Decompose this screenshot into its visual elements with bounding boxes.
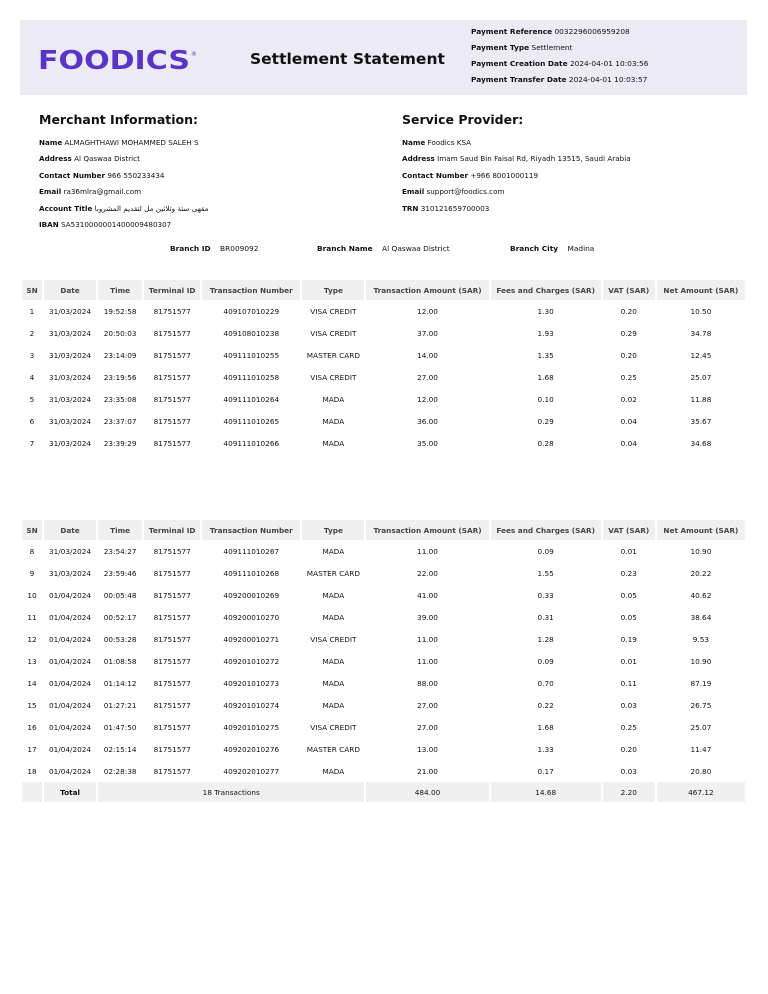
table-row [22, 344, 745, 366]
column-header-transaction-number: Transaction Number [202, 520, 300, 540]
transactions-table-2 [20, 520, 747, 802]
cell-terminal-id: 81751577 [153, 568, 191, 578]
merchant-email-row [39, 187, 209, 203]
cell-transaction-amount-sar: 39.00 [417, 612, 438, 622]
cell-time: 23:59:46 [103, 568, 137, 578]
cell-vat-sar: 0.11 [620, 678, 637, 688]
cell-date: 31/03/2024 [49, 328, 92, 338]
cell-date: 31/03/2024 [49, 546, 92, 556]
cell-sn: 6 [29, 416, 35, 426]
cell-date: 01/04/2024 [49, 634, 92, 644]
column-header-fees-and-charges-sar: Fees and Charges (SAR) [491, 280, 601, 300]
cell-transaction-amount-sar: 36.00 [417, 416, 438, 426]
cell-fees-and-charges-sar: 0.10 [537, 394, 554, 404]
cell-date: 01/04/2024 [49, 678, 92, 688]
cell-transaction-number: 409108010238 [223, 328, 280, 338]
foodics-logo [38, 47, 198, 77]
branch-city-label: Branch City [510, 244, 559, 253]
provider-address-value: Imam Saud Bin Faisal Rd, Riyadh 13515, Saudi Arabia [437, 154, 631, 164]
cell-transaction-number: 409201010272 [223, 656, 280, 666]
provider-address-label: Address [402, 154, 435, 164]
column-header-transaction-amount-sar: Transaction Amount (SAR) [366, 280, 488, 300]
cell-vat-sar: 0.01 [620, 546, 637, 556]
cell-net-amount-sar: 10.50 [690, 306, 712, 316]
cell-transaction-number: 409201010275 [223, 722, 280, 732]
cell-sn: 18 [27, 766, 37, 776]
cell-date: 31/03/2024 [49, 438, 92, 448]
cell-time: 02:28:38 [103, 766, 137, 776]
cell-transaction-number: 409111010268 [223, 568, 280, 578]
cell-sn: 15 [27, 700, 37, 710]
column-header-terminal-id: Terminal ID [144, 520, 200, 540]
cell-time: 23:54:27 [103, 546, 137, 556]
cell-terminal-id: 81751577 [153, 612, 191, 622]
cell-sn: 13 [27, 656, 37, 666]
branch-city-value: Madina [567, 244, 595, 253]
cell-date: 31/03/2024 [49, 306, 92, 316]
statement-title: Settlement Statement [250, 50, 445, 68]
cell-transaction-number: 409201010273 [223, 678, 280, 688]
cell-type: MADA [322, 546, 345, 556]
header-row [22, 280, 745, 300]
payment-payment-transfer-date-label: Payment Transfer Date [471, 75, 567, 84]
column-header-net-amount-sar: Net Amount (SAR) [657, 280, 745, 300]
merchant-name-row [39, 138, 209, 154]
cell-time: 23:19:56 [103, 372, 137, 382]
cell-type: MADA [322, 766, 345, 776]
cell-fees-and-charges-sar: 0.09 [537, 656, 554, 666]
cell-date: 31/03/2024 [49, 350, 92, 360]
cell-sn: 2 [29, 328, 35, 338]
cell-type: VISA CREDIT [310, 372, 357, 382]
cell-transaction-amount-sar: 12.00 [417, 306, 438, 316]
payment-payment-reference-row [471, 27, 648, 43]
table-header [22, 520, 745, 540]
cell-vat-sar: 0.25 [620, 372, 637, 382]
table-row [22, 410, 745, 432]
cell-sn: 4 [29, 372, 35, 382]
svg-text:FOODICS: FOODICS [38, 47, 190, 73]
cell-terminal-id: 81751577 [153, 590, 191, 600]
merchant-account-title-label: Account Title [39, 203, 93, 213]
cell-time: 23:35:08 [103, 394, 137, 404]
cell-net-amount-sar: 40.62 [690, 590, 712, 600]
cell-transaction-number: 409201010274 [223, 700, 280, 710]
payment-payment-reference-value: 0032296006959208 [554, 27, 630, 36]
merchant-name-label: Name [39, 138, 63, 147]
cell-transaction-number: 409111010265 [223, 416, 280, 426]
table-row [22, 738, 745, 760]
merchant-account-title-value: مقهى ستة وثلاثين مل لتقديم المشروبا [94, 203, 209, 213]
total-label: Total [44, 782, 96, 802]
total-vat: 2.20 [603, 782, 655, 802]
cell-net-amount-sar: 11.88 [690, 394, 712, 404]
cell-type: MADA [322, 700, 345, 710]
cell-sn: 1 [29, 306, 35, 316]
cell-transaction-number: 409111010267 [223, 546, 280, 556]
merchant-email-label: Email [39, 187, 62, 197]
branch-id-label: Branch ID [170, 244, 211, 253]
cell-sn: 11 [27, 612, 37, 622]
total-count: 18 Transactions [98, 782, 364, 802]
merchant-email-value: ra36mlra@gmail.com [63, 187, 142, 197]
cell-net-amount-sar: 26.75 [690, 700, 712, 710]
cell-time: 02:15:14 [103, 744, 137, 754]
cell-date: 31/03/2024 [49, 372, 92, 382]
table-row [22, 388, 745, 410]
merchant-name-value: ALMAGHTHAWI MOHAMMED SALEH S [64, 138, 199, 147]
cell-fees-and-charges-sar: 1.68 [537, 722, 554, 732]
provider-name-label: Name [402, 138, 426, 147]
cell-type: MADA [322, 416, 345, 426]
column-header-vat-sar: VAT (SAR) [603, 520, 655, 540]
provider-heading: Service Provider: [402, 112, 524, 127]
cell-type: MADA [322, 656, 345, 666]
cell-transaction-amount-sar: 11.00 [417, 546, 438, 556]
foodics-logo-mark [38, 47, 198, 73]
cell-type: VISA CREDIT [310, 634, 357, 644]
provider-trn-value: 310121659700003 [420, 203, 490, 213]
cell-terminal-id: 81751577 [153, 416, 191, 426]
table-row [22, 540, 745, 562]
cell-type: MASTER CARD [306, 350, 360, 360]
cell-transaction-number: 409107010229 [223, 306, 280, 316]
cell-vat-sar: 0.04 [620, 438, 637, 448]
cell-type: MADA [322, 590, 345, 600]
cell-fees-and-charges-sar: 0.29 [537, 416, 554, 426]
cell-transaction-amount-sar: 27.00 [417, 722, 438, 732]
cell-terminal-id: 81751577 [153, 766, 191, 776]
merchant-contact-number-label: Contact Number [39, 170, 106, 180]
table-row [22, 628, 745, 650]
merchant-contact-number-value: 966 550233434 [107, 170, 165, 180]
cell-time: 19:52:58 [103, 306, 137, 316]
table-row [22, 584, 745, 606]
cell-date: 01/04/2024 [49, 700, 92, 710]
cell-fees-and-charges-sar: 0.09 [537, 546, 554, 556]
cell-transaction-number: 409200010271 [223, 634, 280, 644]
column-header-sn: SN [22, 280, 42, 300]
cell-type: MADA [322, 394, 345, 404]
cell-terminal-id: 81751577 [153, 328, 191, 338]
cell-date: 01/04/2024 [49, 722, 92, 732]
branch-name-value: Al Qaswaa District [382, 244, 450, 253]
cell-transaction-amount-sar: 11.00 [417, 634, 438, 644]
cell-type: MASTER CARD [306, 744, 360, 754]
table-row [22, 650, 745, 672]
cell-fees-and-charges-sar: 1.30 [537, 306, 554, 316]
cell-time: 23:14:09 [103, 350, 137, 360]
merchant-info [39, 138, 209, 236]
column-header-fees-and-charges-sar: Fees and Charges (SAR) [491, 520, 601, 540]
column-header-time: Time [98, 520, 142, 540]
cell-transaction-amount-sar: 27.00 [417, 372, 438, 382]
provider-contact-number-label: Contact Number [402, 170, 469, 180]
cell-vat-sar: 0.20 [620, 744, 637, 754]
cell-sn: 8 [29, 546, 35, 556]
cell-time: 00:05:48 [103, 590, 137, 600]
cell-transaction-amount-sar: 11.00 [417, 656, 438, 666]
column-header-time: Time [98, 280, 142, 300]
transactions-table-1 [20, 280, 747, 454]
cell-vat-sar: 0.03 [620, 700, 637, 710]
provider-email-label: Email [402, 187, 425, 197]
cell-terminal-id: 81751577 [153, 700, 191, 710]
total-amount: 484.00 [366, 782, 488, 802]
cell-net-amount-sar: 25.07 [690, 722, 712, 732]
svg-text:®: ® [191, 51, 197, 58]
payment-payment-creation-date-label: Payment Creation Date [471, 59, 568, 68]
column-header-net-amount-sar: Net Amount (SAR) [657, 520, 745, 540]
table-row [22, 366, 745, 388]
table-body [22, 540, 745, 802]
cell-vat-sar: 0.01 [620, 656, 637, 666]
cell-vat-sar: 0.25 [620, 722, 637, 732]
merchant-contact-number-row [39, 171, 209, 187]
cell-transaction-amount-sar: 41.00 [417, 590, 438, 600]
cell-time: 01:08:58 [103, 656, 137, 666]
table-row [22, 606, 745, 628]
cell-sn: 3 [29, 350, 35, 360]
cell-fees-and-charges-sar: 0.33 [537, 590, 554, 600]
cell-date: 01/04/2024 [49, 656, 92, 666]
cell-transaction-number: 409111010258 [223, 372, 280, 382]
provider-name-value: Foodics KSA [427, 138, 472, 147]
provider-info [402, 138, 631, 220]
cell-type: MASTER CARD [306, 568, 360, 578]
merchant-address-row [39, 154, 209, 170]
cell-vat-sar: 0.19 [620, 634, 637, 644]
cell-net-amount-sar: 10.90 [690, 656, 712, 666]
cell-terminal-id: 81751577 [153, 546, 191, 556]
column-header-date: Date [44, 280, 96, 300]
cell-terminal-id: 81751577 [153, 744, 191, 754]
provider-email-row [402, 187, 631, 203]
provider-trn-label: TRN [402, 203, 419, 213]
cell-date: 01/04/2024 [49, 766, 92, 776]
cell-vat-sar: 0.20 [620, 306, 637, 316]
cell-date: 31/03/2024 [49, 416, 92, 426]
cell-transaction-amount-sar: 37.00 [417, 328, 438, 338]
cell-net-amount-sar: 34.78 [690, 328, 712, 338]
branch-id-value: BR009092 [220, 244, 259, 253]
cell-vat-sar: 0.03 [620, 766, 637, 776]
total-row [22, 782, 745, 802]
table-row [22, 300, 745, 322]
payment-payment-transfer-date-row [471, 75, 648, 91]
cell-net-amount-sar: 11.47 [690, 744, 712, 754]
cell-sn: 9 [29, 568, 35, 578]
cell-net-amount-sar: 12.45 [690, 350, 712, 360]
cell-transaction-amount-sar: 22.00 [417, 568, 438, 578]
branch-name [317, 244, 450, 253]
cell-type: VISA CREDIT [310, 722, 357, 732]
table-body [22, 300, 745, 454]
cell-transaction-amount-sar: 27.00 [417, 700, 438, 710]
provider-name-row [402, 138, 631, 154]
cell-fees-and-charges-sar: 1.35 [537, 350, 554, 360]
table-row [22, 562, 745, 584]
cell-time: 00:52:17 [103, 612, 137, 622]
cell-fees-and-charges-sar: 0.31 [537, 612, 554, 622]
cell-vat-sar: 0.05 [620, 612, 637, 622]
cell-transaction-number: 409111010264 [223, 394, 280, 404]
payment-payment-type-value: Settlement [531, 43, 573, 52]
cell-net-amount-sar: 35.67 [690, 416, 712, 426]
cell-terminal-id: 81751577 [153, 372, 191, 382]
column-header-transaction-number: Transaction Number [202, 280, 300, 300]
payment-payment-creation-date-value: 2024-04-01 10:03:56 [569, 59, 649, 68]
cell-fees-and-charges-sar: 1.93 [537, 328, 554, 338]
cell-fees-and-charges-sar: 1.28 [537, 634, 554, 644]
cell-terminal-id: 81751577 [153, 656, 191, 666]
merchant-iban-label: IBAN [39, 219, 59, 229]
table-row [22, 716, 745, 738]
cell-transaction-amount-sar: 35.00 [417, 438, 438, 448]
cell-fees-and-charges-sar: 0.28 [537, 438, 554, 448]
cell-transaction-number: 409202010277 [223, 766, 280, 776]
cell-fees-and-charges-sar: 1.68 [537, 372, 554, 382]
table-row [22, 432, 745, 454]
cell-vat-sar: 0.20 [620, 350, 637, 360]
merchant-iban-value: SA5310000001400009480307 [61, 219, 172, 229]
cell-vat-sar: 0.02 [620, 394, 637, 404]
cell-transaction-amount-sar: 88.00 [417, 678, 438, 688]
cell-transaction-number: 409111010255 [223, 350, 280, 360]
cell-type: MADA [322, 438, 345, 448]
total-net: 467.12 [657, 782, 745, 802]
cell-type: VISA CREDIT [310, 328, 357, 338]
branch-id [170, 244, 258, 253]
merchant-address-value: Al Qaswaa District [74, 154, 140, 164]
provider-contact-number-row [402, 171, 631, 187]
total-spacer [22, 782, 42, 802]
cell-sn: 16 [27, 722, 37, 732]
cell-terminal-id: 81751577 [153, 306, 191, 316]
cell-sn: 10 [27, 590, 37, 600]
cell-time: 20:50:03 [103, 328, 137, 338]
cell-transaction-number: 409111010266 [223, 438, 280, 448]
cell-sn: 5 [29, 394, 35, 404]
payment-payment-type-row [471, 43, 648, 59]
cell-terminal-id: 81751577 [153, 678, 191, 688]
cell-time: 00:53:28 [103, 634, 137, 644]
cell-type: VISA CREDIT [310, 306, 357, 316]
cell-date: 01/04/2024 [49, 612, 92, 622]
cell-vat-sar: 0.23 [620, 568, 637, 578]
cell-time: 23:37:07 [103, 416, 137, 426]
cell-type: MADA [322, 612, 345, 622]
table-row [22, 694, 745, 716]
merchant-heading: Merchant Information: [39, 112, 198, 127]
cell-terminal-id: 81751577 [153, 350, 191, 360]
cell-sn: 14 [27, 678, 37, 688]
payment-payment-transfer-date-value: 2024-04-01 10:03:57 [568, 75, 648, 84]
table-header [22, 280, 745, 300]
cell-net-amount-sar: 38.64 [690, 612, 712, 622]
cell-net-amount-sar: 9.53 [692, 634, 710, 644]
cell-transaction-amount-sar: 14.00 [417, 350, 438, 360]
header-row [22, 520, 745, 540]
table-row [22, 672, 745, 694]
cell-transaction-number: 409202010276 [223, 744, 280, 754]
cell-vat-sar: 0.05 [620, 590, 637, 600]
column-header-type: Type [302, 280, 364, 300]
cell-transaction-amount-sar: 13.00 [417, 744, 438, 754]
provider-contact-number-value: +966 8001000119 [470, 170, 539, 180]
cell-fees-and-charges-sar: 0.22 [537, 700, 554, 710]
statement-header [20, 20, 747, 95]
column-header-date: Date [44, 520, 96, 540]
payment-payment-type-label: Payment Type [471, 43, 530, 52]
payment-payment-reference-label: Payment Reference [471, 27, 553, 36]
merchant-account-title-row [39, 204, 209, 220]
table-row [22, 322, 745, 344]
cell-time: 01:27:21 [103, 700, 137, 710]
cell-net-amount-sar: 25.07 [690, 372, 712, 382]
cell-fees-and-charges-sar: 1.33 [537, 744, 554, 754]
cell-terminal-id: 81751577 [153, 394, 191, 404]
cell-date: 31/03/2024 [49, 568, 92, 578]
cell-time: 01:14:12 [103, 678, 137, 688]
column-header-vat-sar: VAT (SAR) [603, 280, 655, 300]
cell-net-amount-sar: 10.90 [690, 546, 712, 556]
branch-city [510, 244, 594, 253]
payment-info [471, 27, 648, 91]
provider-address-row [402, 154, 631, 170]
merchant-iban-row [39, 220, 209, 236]
cell-time: 23:39:29 [103, 438, 137, 448]
column-header-terminal-id: Terminal ID [144, 280, 200, 300]
cell-date: 01/04/2024 [49, 590, 92, 600]
cell-net-amount-sar: 34.68 [690, 438, 712, 448]
provider-trn-row [402, 204, 631, 220]
column-header-type: Type [302, 520, 364, 540]
cell-transaction-amount-sar: 12.00 [417, 394, 438, 404]
cell-transaction-number: 409200010270 [223, 612, 280, 622]
total-fees: 14.68 [491, 782, 601, 802]
cell-vat-sar: 0.29 [620, 328, 637, 338]
cell-terminal-id: 81751577 [153, 438, 191, 448]
cell-transaction-number: 409200010269 [223, 590, 280, 600]
cell-date: 31/03/2024 [49, 394, 92, 404]
cell-sn: 7 [29, 438, 35, 448]
payment-payment-creation-date-row [471, 59, 648, 75]
cell-date: 01/04/2024 [49, 744, 92, 754]
column-header-sn: SN [22, 520, 42, 540]
cell-type: MADA [322, 678, 345, 688]
cell-sn: 17 [27, 744, 37, 754]
provider-email-value: support@foodics.com [426, 187, 505, 197]
cell-sn: 12 [27, 634, 37, 644]
cell-fees-and-charges-sar: 0.17 [537, 766, 554, 776]
cell-vat-sar: 0.04 [620, 416, 637, 426]
merchant-address-label: Address [39, 154, 72, 164]
cell-net-amount-sar: 20.22 [690, 568, 712, 578]
cell-transaction-amount-sar: 21.00 [417, 766, 438, 776]
cell-fees-and-charges-sar: 0.70 [537, 678, 554, 688]
cell-net-amount-sar: 20.80 [690, 766, 712, 776]
table-row [22, 760, 745, 782]
column-header-transaction-amount-sar: Transaction Amount (SAR) [366, 520, 488, 540]
cell-terminal-id: 81751577 [153, 634, 191, 644]
cell-fees-and-charges-sar: 1.55 [537, 568, 554, 578]
branch-name-label: Branch Name [317, 244, 373, 253]
cell-net-amount-sar: 87.19 [690, 678, 712, 688]
cell-terminal-id: 81751577 [153, 722, 191, 732]
cell-time: 01:47:50 [103, 722, 137, 732]
